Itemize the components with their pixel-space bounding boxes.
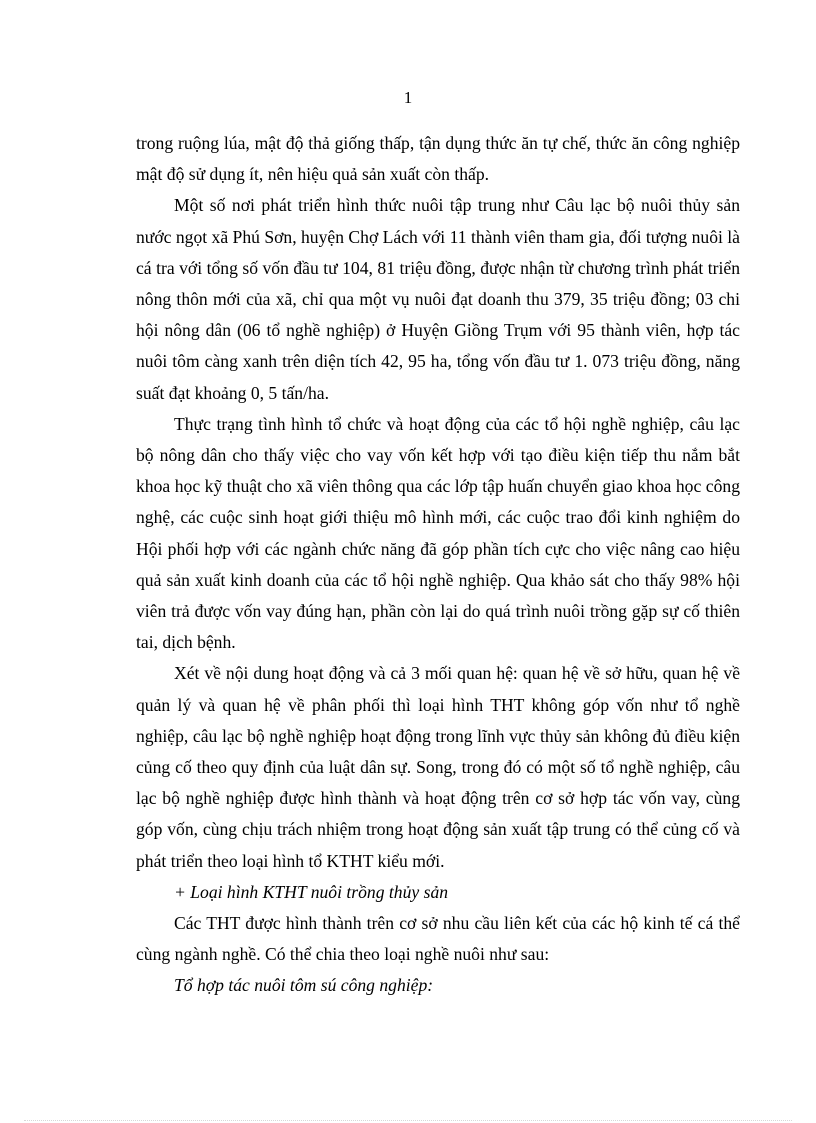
paragraph-current-status: Thực trạng tình hình tổ chức và hoạt động của các tổ hội nghề nghiệp, câu lạc bộ nông dân cho thấy việc cho vay vốn kết hợp với tạo điều kiện tiếp thu nắm bắt khoa học kỹ thuật cho xã viên thông qua các lớp tập huấn chuyển giao khoa học công nghệ, các cuộc sinh hoạt giới thiệu mô hình mới, các cuộc trao đổi kinh nghiệm do Hội phối hợp với các ngành chức năng đã góp phần tích cực cho việc nâng cao hiệu quả sản xuất kinh doanh của các tổ hội nghề nghiệp. Qua khảo sát cho thấy 98% hội viên trả được vốn vay đúng hạn, phần còn lại do quá trình nuôi trồng gặp sự cố thiên tai, dịch bệnh. <box>136 413 740 653</box>
page-number: 1 <box>403 88 413 107</box>
paragraph-phu-son-club: Một số nơi phát triển hình thức nuôi tập trung như Câu lạc bộ nuôi thủy sản nước ngọt xã Phú Sơn, huyện Chợ Lách với 11 thành viên tham gia, đối tượng nuôi là cá tra với tổng số vốn đầu tư 104, 81 triệu đồng, được nhận từ chương trình phát triển nông thôn mới của xã, chỉ qua một vụ nuôi đạt doanh thu 379, 35 triệu đồng; 03 chi hội nông dân (06 tổ nghề nghiệp) ở Huyện Giồng Trụm với 95 thành viên, hợp tác nuôi tôm càng xanh trên diện tích 42, 95 ha, tổng vốn đầu tư 1. 073 triệu đồng, năng suất đạt khoảng 0, 5 tấn/ha. <box>136 195 740 403</box>
paragraph-tht-formation: Các THT được hình thành trên cơ sở nhu cầu liên kết của các hộ kinh tế cá thể cùng ngành nghề. Có thể chia theo loại nghề nuôi như sau: <box>136 913 740 965</box>
footer-divider <box>24 1120 792 1121</box>
section-heading-aquaculture-type: + Loại hình KTHT nuôi trồng thủy sản <box>174 881 449 902</box>
paragraph-relationships: Xét về nội dung hoạt động và cả 3 mối quan hệ: quan hệ về sở hữu, quan hệ về quản lý và quan hệ về phân phối thì loại hình THT không góp vốn như tổ nghề nghiệp, câu lạc bộ nghề nghiệp hoạt động trong lĩnh vực thủy sản không đủ điều kiện củng cố theo quy định của luật dân sự. Song, trong đó có một số tổ nghề nghiệp, câu lạc bộ nghề nghiệp được hình thành và hoạt động trên cơ sở hợp tác vốn vay, cùng góp vốn, cùng chịu trách nhiệm trong hoạt động sản xuất tập trung có thể củng cố và phát triển theo loại hình tổ KTHT kiểu mới. <box>136 663 740 871</box>
paragraph-rice-field: trong ruộng lúa, mật độ thả giống thấp, tận dụng thức ăn tự chế, thức ăn công nghiệp mật độ sử dụng ít, nên hiệu quả sản xuất còn thấp. <box>136 133 740 185</box>
subheading-shrimp-cooperative: Tổ hợp tác nuôi tôm sú công nghiệp: <box>174 975 434 996</box>
document-body <box>136 128 740 1002</box>
